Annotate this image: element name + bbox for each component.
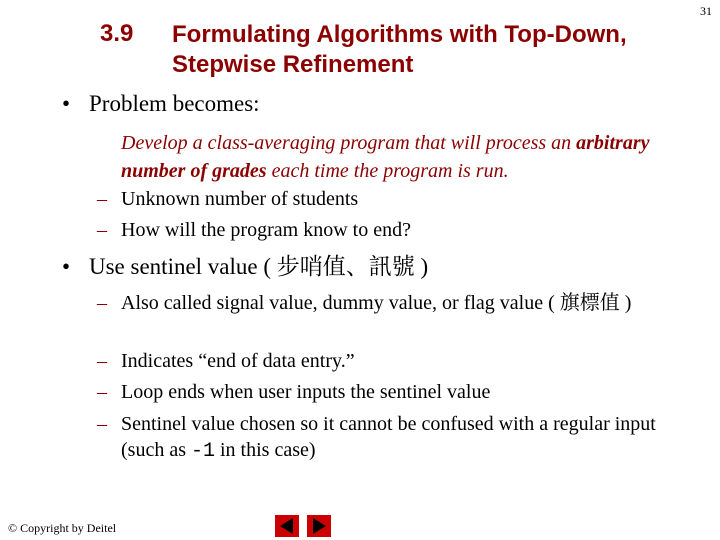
section-number: 3.9 (100, 20, 134, 47)
copyright-footer: © Copyright by Deitel (8, 521, 117, 535)
dash-marker: – (97, 381, 107, 403)
next-slide-button[interactable] (307, 515, 331, 537)
list-item-text: How will the program know to end? (121, 219, 411, 241)
dash-marker: – (97, 188, 107, 210)
sentinel-code: -1 (190, 440, 215, 463)
statement-text-end: each time the program is run. (266, 160, 509, 182)
slide-title: Formulating Algorithms with Top-Down, Stepwise Refinement (172, 21, 627, 78)
statement-emphasis: arbitrary number of grades (121, 132, 650, 182)
sentinel-text-start: Sentinel value chosen so it cannot be confused with a regular input (such as (121, 413, 656, 461)
page-number: 31 (700, 4, 712, 18)
statement-text-start: Develop a class-averaging program that will process an (121, 132, 577, 154)
list-item-text: Indicates “end of data entry.” (121, 350, 355, 372)
dash-marker: – (97, 219, 107, 241)
problem-statement (121, 129, 681, 185)
list-item-text (121, 411, 671, 465)
list-item-text: Unknown number of students (121, 188, 359, 210)
bullet-marker: • (62, 254, 71, 279)
bullet-marker: • (62, 91, 71, 116)
left-arrow-icon (275, 515, 299, 537)
sentinel-text-end: in this case) (215, 439, 316, 461)
list-item-text: Also called signal value, dummy value, or flag value ( 旗標值 ) (121, 292, 632, 314)
dash-marker: – (97, 292, 107, 314)
bullet-text: Problem becomes: (89, 91, 260, 116)
dash-marker: – (97, 350, 107, 372)
bullet-text: Use sentinel value ( 步哨值、訊號 ) (89, 254, 429, 279)
list-item-text: Loop ends when user inputs the sentinel value (121, 381, 491, 403)
prev-slide-button[interactable] (275, 515, 299, 537)
right-arrow-icon (307, 515, 331, 537)
dash-marker: – (97, 413, 107, 435)
